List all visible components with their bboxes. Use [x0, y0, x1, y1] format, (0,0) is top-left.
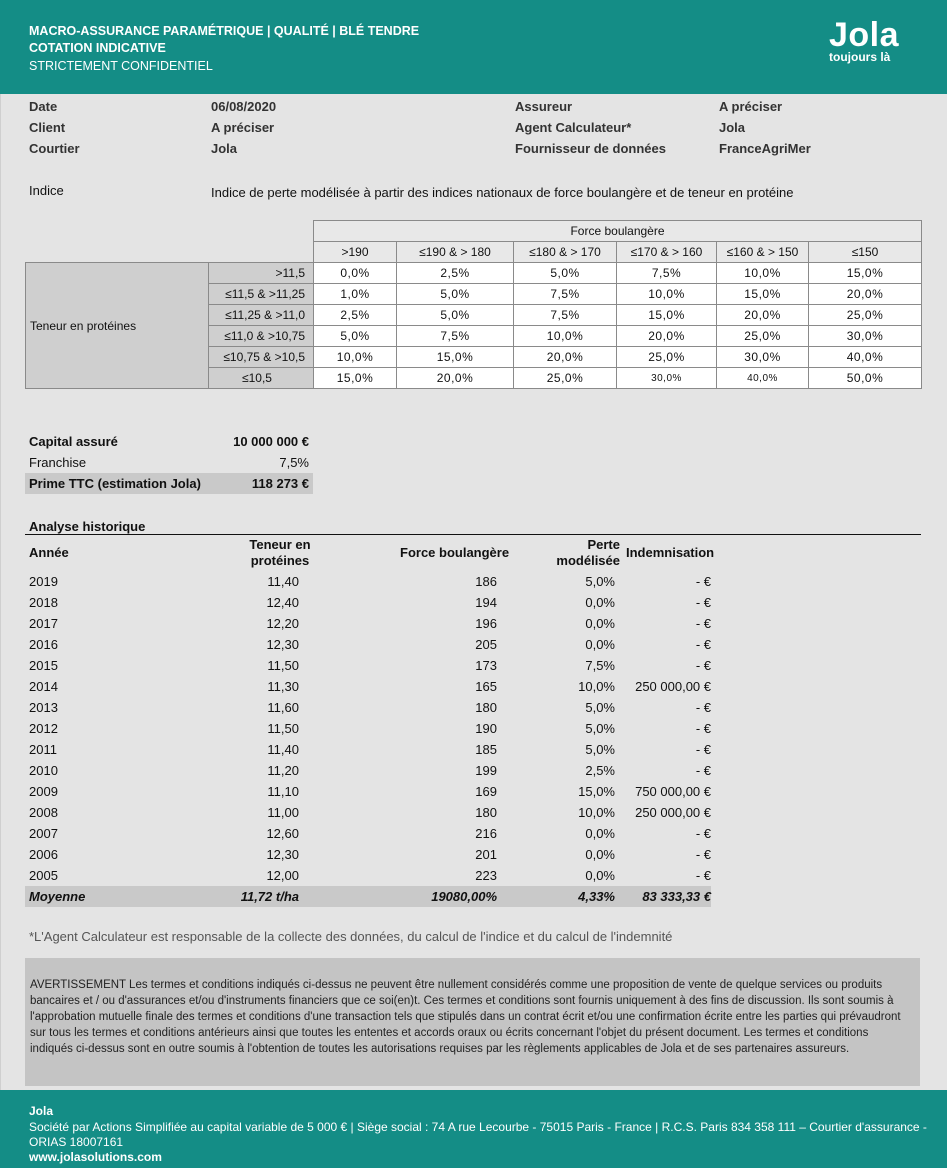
- matrix-cell: 30,0%: [717, 347, 809, 368]
- agent-label: Agent Calculateur*: [515, 120, 632, 135]
- header-subtitle: COTATION INDICATIVE: [29, 41, 166, 55]
- history-year: 2015: [29, 658, 58, 673]
- history-force: 180: [475, 700, 497, 715]
- franchise-value: 7,5%: [279, 455, 309, 470]
- disclaimer-box: AVERTISSEMENT Les termes et conditions indiqués ci-dessus ne peuvent être nullement considérés comme une proposition de vente de quelque services ou produits bancaires et / ou d'assurances et/ou d'instruments financiers que ce soi(en)t. Ces termes et conditions sont fournis uniquement à des fins de discussion. Ils sont soumis à l'approbation mutuelle finale des termes et conditions d'une transaction tels que stipulés dans un contrat écrit et/ou une confirmation écrite entre les parties qui prévaudront sur tous les termes et conditions antérieurs ainsi que toutes les ententes et accords oraux ou écrits concernant l'objet du présent document. Les termes et conditions indiqués ci-dessus sont en outre soumis à l'obtention de toutes les autorisations requises par les règlements applicables de Jola et de ses partenaires assureurs.: [25, 958, 920, 1086]
- history-col-loss: [544, 537, 620, 569]
- footer-legal-line1: Société par Actions Simplifiée au capital variable de 5 000 € | Siège social : 74 A rue Lecourbe - 75015 Paris - France | R.C.S. Paris 834 358 111 – Courtier d'assurance -: [29, 1120, 927, 1134]
- history-year: 2018: [29, 595, 58, 610]
- history-year: 2007: [29, 826, 58, 841]
- history-indemn: - €: [695, 763, 711, 778]
- history-average-loss: 4,33%: [497, 886, 615, 907]
- history-protein: 11,40: [267, 574, 299, 589]
- matrix-cell: 7,5%: [514, 284, 617, 305]
- history-loss: 5,0%: [585, 721, 615, 736]
- matrix-cell: 30,0%: [809, 326, 922, 347]
- loss-matrix: [25, 220, 922, 389]
- broker-label: Courtier: [29, 141, 80, 156]
- history-protein: 11,00: [267, 805, 299, 820]
- matrix-cell: 40,0%: [717, 368, 809, 389]
- history-loss: 15,0%: [578, 784, 615, 799]
- history-average-indemn: 83 333,33 €: [615, 886, 711, 907]
- history-loss: 0,0%: [585, 637, 615, 652]
- history-indemn: - €: [695, 742, 711, 757]
- footer-company: Jola: [29, 1104, 54, 1118]
- history-indemn: - €: [695, 616, 711, 631]
- header-confidential: STRICTEMENT CONFIDENTIEL: [29, 59, 213, 73]
- protein-row-header: ≤10,5: [209, 368, 314, 389]
- history-indemn: 250 000,00 €: [635, 805, 711, 820]
- history-protein: 12,00: [266, 868, 299, 883]
- matrix-cell: 10,0%: [514, 326, 617, 347]
- force-column-header: ≤170 & > 160: [617, 242, 717, 263]
- matrix-cell: 20,0%: [397, 368, 514, 389]
- history-protein: 12,60: [266, 826, 299, 841]
- matrix-cell: 5,0%: [397, 305, 514, 326]
- index-description: Indice de perte modélisée à partir des indices nationaux de force boulangère et de teneur en protéine: [211, 185, 794, 200]
- matrix-cell: 30,0%: [617, 368, 717, 389]
- client-label: Client: [29, 120, 66, 135]
- matrix-cell: 10,0%: [717, 263, 809, 284]
- history-row: [25, 844, 711, 865]
- history-year: 2010: [29, 763, 58, 778]
- matrix-cell: 5,0%: [397, 284, 514, 305]
- history-loss: 0,0%: [585, 616, 615, 631]
- franchise-label: Franchise: [29, 455, 87, 470]
- history-row: [25, 823, 711, 844]
- history-row: [25, 739, 711, 760]
- force-column-header: >190: [314, 242, 397, 263]
- history-indemn: - €: [695, 574, 711, 589]
- matrix-cell: 7,5%: [514, 305, 617, 326]
- jola-logo: [829, 18, 899, 64]
- footer-website: www.jolasolutions.com: [29, 1150, 162, 1164]
- matrix-cell: 20,0%: [717, 305, 809, 326]
- history-year: 2006: [29, 847, 58, 862]
- history-protein: 12,20: [266, 616, 299, 631]
- history-force: 199: [475, 763, 497, 778]
- matrix-cell: 15,0%: [397, 347, 514, 368]
- history-force: 201: [475, 847, 497, 862]
- matrix-cell: 40,0%: [809, 347, 922, 368]
- history-year: 2017: [29, 616, 58, 631]
- protein-row-header: >11,5: [209, 263, 314, 284]
- force-column-header: ≤180 & > 170: [514, 242, 617, 263]
- history-table: [25, 571, 711, 907]
- prime-value: 118 273 €: [251, 476, 309, 491]
- footer-legal-line2: ORIAS 18007161: [29, 1135, 124, 1149]
- matrix-cell: 15,0%: [809, 263, 922, 284]
- history-protein: 12,40: [266, 595, 299, 610]
- capital-value: 10 000 000 €: [233, 434, 309, 449]
- history-col-loss-line1: Perte: [587, 537, 620, 552]
- protein-group-header: Teneur en protéines: [26, 263, 209, 389]
- history-row: [25, 676, 711, 697]
- matrix-cell: 50,0%: [809, 368, 922, 389]
- matrix-cell: 25,0%: [717, 326, 809, 347]
- history-year: 2013: [29, 700, 58, 715]
- history-row: [25, 697, 711, 718]
- history-force: 185: [475, 742, 497, 757]
- history-col-loss-line2: modélisée: [556, 553, 620, 568]
- history-loss: 0,0%: [585, 826, 615, 841]
- history-indemn: - €: [695, 826, 711, 841]
- history-force: 216: [475, 826, 497, 841]
- history-loss: 5,0%: [585, 742, 615, 757]
- capital-label: Capital assuré: [29, 434, 118, 449]
- history-col-year: Année: [29, 545, 69, 560]
- history-loss: 7,5%: [585, 658, 615, 673]
- history-col-protein-line2: protéines: [250, 553, 310, 568]
- history-row: [25, 760, 711, 781]
- header-title: MACRO-ASSURANCE PARAMÉTRIQUE | QUALITÉ | BLÉ TENDRE: [29, 24, 420, 38]
- history-average-protein: 11,72 t/ha: [219, 886, 299, 907]
- history-force: 190: [475, 721, 497, 736]
- history-average-row: [25, 886, 711, 907]
- history-year: 2012: [29, 721, 58, 736]
- logo-name: Jola: [829, 16, 900, 54]
- matrix-cell: 20,0%: [617, 326, 717, 347]
- history-row: [25, 655, 711, 676]
- history-year: 2019: [29, 574, 58, 589]
- history-protein: 11,60: [267, 700, 299, 715]
- history-protein: 11,20: [267, 763, 299, 778]
- broker-value: Jola: [211, 141, 238, 156]
- history-year: 2011: [29, 742, 57, 757]
- history-protein: 11,30: [267, 679, 299, 694]
- matrix-cell: 7,5%: [397, 326, 514, 347]
- matrix-cell: 5,0%: [514, 263, 617, 284]
- history-indemn: - €: [695, 721, 711, 736]
- matrix-cell: 20,0%: [514, 347, 617, 368]
- history-year: 2008: [29, 805, 58, 820]
- history-average-label: Moyenne: [25, 886, 219, 907]
- history-indemn: - €: [695, 637, 711, 652]
- history-col-protein: [240, 537, 320, 569]
- franchise-row: [25, 452, 313, 473]
- history-col-indemn: Indemnisation: [626, 545, 715, 560]
- protein-row-header: ≤11,5 & >11,25: [209, 284, 314, 305]
- matrix-cell: 1,0%: [314, 284, 397, 305]
- protein-row-header: ≤10,75 & >10,5: [209, 347, 314, 368]
- history-col-protein-line1: Teneur en: [249, 537, 311, 552]
- history-indemn: - €: [695, 595, 711, 610]
- force-column-header: ≤160 & > 150: [717, 242, 809, 263]
- history-average-force: 19080,00%: [299, 886, 497, 907]
- history-row: [25, 571, 711, 592]
- date-label: Date: [29, 99, 58, 114]
- matrix-cell: 15,0%: [314, 368, 397, 389]
- history-force: 205: [475, 637, 497, 652]
- matrix-cell: 5,0%: [314, 326, 397, 347]
- history-title: Analyse historique: [29, 519, 146, 534]
- document-header: [0, 0, 947, 94]
- history-indemn: - €: [695, 658, 711, 673]
- history-divider: [25, 534, 921, 535]
- history-force: 169: [475, 784, 497, 799]
- client-value: A préciser: [211, 120, 275, 135]
- history-col-force: Force boulangère: [400, 545, 510, 560]
- history-loss: 5,0%: [585, 574, 615, 589]
- history-year: 2016: [29, 637, 58, 652]
- history-protein: 11,40: [267, 742, 299, 757]
- insurer-value: A préciser: [719, 99, 783, 114]
- history-indemn: - €: [695, 847, 711, 862]
- history-row: [25, 634, 711, 655]
- history-row: [25, 802, 711, 823]
- insurer-label: Assureur: [515, 99, 573, 114]
- protein-row-header: ≤11,25 & >11,0: [209, 305, 314, 326]
- matrix-cell: 2,5%: [314, 305, 397, 326]
- history-year: 2014: [29, 679, 58, 694]
- prime-row: [25, 473, 313, 494]
- history-force: 223: [475, 868, 497, 883]
- history-force: 196: [475, 616, 497, 631]
- matrix-cell: 10,0%: [617, 284, 717, 305]
- matrix-cell: 15,0%: [617, 305, 717, 326]
- history-protein: 11,50: [267, 658, 299, 673]
- history-row: [25, 718, 711, 739]
- provider-value: FranceAgriMer: [719, 141, 811, 156]
- matrix-cell: 0,0%: [314, 263, 397, 284]
- force-column-header: ≤190 & > 180: [397, 242, 514, 263]
- agent-note: *L'Agent Calculateur est responsable de la collecte des données, du calcul de l'indice et du calcul de l'indemnité: [29, 929, 673, 944]
- history-indemn: - €: [695, 868, 711, 883]
- history-loss: 2,5%: [585, 763, 615, 778]
- history-row: [25, 781, 711, 802]
- history-protein: 11,50: [267, 721, 299, 736]
- matrix-cell: 25,0%: [617, 347, 717, 368]
- history-row: [25, 592, 711, 613]
- agent-value: Jola: [719, 120, 746, 135]
- history-indemn: - €: [695, 700, 711, 715]
- index-label: Indice: [29, 183, 64, 198]
- date-value: 06/08/2020: [211, 99, 277, 114]
- provider-label: Fournisseur de données: [515, 141, 666, 156]
- history-loss: 0,0%: [585, 847, 615, 862]
- history-loss: 0,0%: [585, 595, 615, 610]
- capital-row: [25, 431, 313, 452]
- history-indemn: 750 000,00 €: [635, 784, 711, 799]
- history-row: [25, 613, 711, 634]
- history-row: [25, 865, 711, 886]
- history-force: 165: [475, 679, 497, 694]
- history-protein: 12,30: [266, 847, 299, 862]
- matrix-cell: 7,5%: [617, 263, 717, 284]
- matrix-cell: 25,0%: [514, 368, 617, 389]
- force-column-header: ≤150: [809, 242, 922, 263]
- history-force: 180: [475, 805, 497, 820]
- protein-row-header: ≤11,0 & >10,75: [209, 326, 314, 347]
- history-protein: 12,30: [266, 637, 299, 652]
- force-group-header: Force boulangère: [314, 221, 922, 242]
- history-year: 2009: [29, 784, 58, 799]
- logo-tagline: toujours là: [829, 50, 891, 64]
- matrix-cell: 25,0%: [809, 305, 922, 326]
- history-year: 2005: [29, 868, 58, 883]
- history-indemn: 250 000,00 €: [635, 679, 711, 694]
- matrix-cell: 20,0%: [809, 284, 922, 305]
- history-protein: 11,10: [267, 784, 299, 799]
- history-loss: 5,0%: [585, 700, 615, 715]
- history-loss: 10,0%: [578, 679, 615, 694]
- history-loss: 10,0%: [578, 805, 615, 820]
- history-loss: 0,0%: [585, 868, 615, 883]
- history-force: 186: [475, 574, 497, 589]
- matrix-cell: 15,0%: [717, 284, 809, 305]
- matrix-cell: 2,5%: [397, 263, 514, 284]
- matrix-cell: 10,0%: [314, 347, 397, 368]
- history-force: 173: [475, 658, 497, 673]
- history-force: 194: [475, 595, 497, 610]
- prime-label: Prime TTC (estimation Jola): [29, 476, 201, 491]
- document-footer: [0, 1090, 947, 1168]
